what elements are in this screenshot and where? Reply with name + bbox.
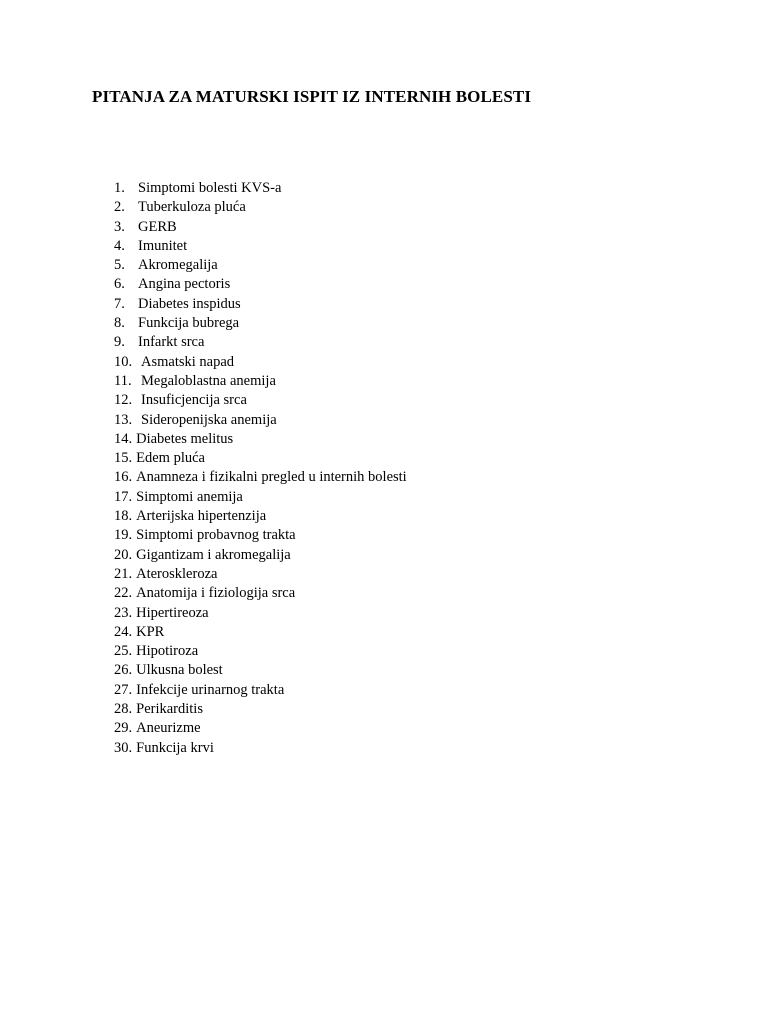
list-item xyxy=(114,488,407,507)
page-title: PITANJA ZA MATURSKI ISPIT IZ INTERNIH BOLESTI xyxy=(92,87,532,106)
question-number: 3. xyxy=(114,218,125,235)
question-text: Hipotiroza xyxy=(136,643,199,660)
question-text: Perikarditis xyxy=(136,701,203,718)
list-item xyxy=(114,333,407,352)
question-number: 18. xyxy=(114,508,133,525)
question-text: Edem pluća xyxy=(136,450,205,467)
question-text: Infarkt srca xyxy=(138,334,205,351)
question-text: Angina pectoris xyxy=(138,276,231,293)
question-number: 19. xyxy=(114,527,133,544)
question-number: 2. xyxy=(114,199,125,216)
question-text: Simptomi anemija xyxy=(136,488,243,505)
question-text: Imunitet xyxy=(138,237,188,254)
question-text: KPR xyxy=(136,623,165,640)
question-text: Diabetes melitus xyxy=(136,430,234,447)
question-number: 25. xyxy=(114,643,133,660)
list-item xyxy=(114,604,407,623)
list-item xyxy=(114,507,407,526)
list-item xyxy=(114,179,407,198)
question-text: Megaloblastna anemija xyxy=(141,372,276,389)
question-number: 22. xyxy=(114,585,133,602)
question-number: 4. xyxy=(114,237,125,254)
question-number: 11. xyxy=(114,372,132,389)
question-number: 1. xyxy=(114,180,125,196)
question-number: 26. xyxy=(114,662,133,679)
question-text: Simptomi bolesti KVS-a xyxy=(138,180,282,196)
question-number: 15. xyxy=(114,450,133,467)
list-item xyxy=(114,295,407,314)
list-item xyxy=(114,661,407,680)
question-number: 29. xyxy=(114,720,133,737)
question-text: Infekcije urinarnog trakta xyxy=(136,681,285,698)
list-item xyxy=(114,719,407,738)
question-number: 12. xyxy=(114,392,133,409)
question-text: Simptomi probavnog trakta xyxy=(136,527,296,544)
list-item xyxy=(114,198,407,217)
question-number: 21. xyxy=(114,565,133,582)
question-number: 17. xyxy=(114,488,133,505)
question-number: 7. xyxy=(114,295,125,312)
question-number: 13. xyxy=(114,411,133,428)
question-number: 30. xyxy=(114,739,133,756)
list-item xyxy=(114,372,407,391)
list-item xyxy=(114,275,407,294)
question-number: 14. xyxy=(114,430,133,447)
list-item xyxy=(114,314,407,333)
list-item xyxy=(114,468,407,487)
list-item xyxy=(114,700,407,719)
list-item xyxy=(114,256,407,275)
list-item xyxy=(114,681,407,700)
list-item xyxy=(114,642,407,661)
list-item xyxy=(114,430,407,449)
question-text: Asmatski napad xyxy=(141,353,235,370)
question-number: 16. xyxy=(114,469,133,486)
question-text: Sideropenijska anemija xyxy=(141,411,277,428)
list-item xyxy=(114,449,407,468)
question-list xyxy=(114,179,407,758)
question-text: Diabetes inspidus xyxy=(138,295,241,312)
question-text: Aneurizme xyxy=(136,720,201,737)
question-text: Akromegalija xyxy=(138,257,218,274)
question-number: 20. xyxy=(114,546,133,563)
question-number: 28. xyxy=(114,701,133,718)
list-item xyxy=(114,565,407,584)
question-text: Hipertireoza xyxy=(136,604,209,621)
question-text: Arterijska hipertenzija xyxy=(136,508,267,525)
list-item xyxy=(114,526,407,545)
list-item xyxy=(114,739,407,758)
list-item xyxy=(114,391,407,410)
question-number: 10. xyxy=(114,353,133,370)
question-number: 27. xyxy=(114,681,133,698)
list-item xyxy=(114,218,407,237)
question-text: Ateroskleroza xyxy=(136,565,218,582)
question-number: 9. xyxy=(114,334,125,351)
question-number: 24. xyxy=(114,623,133,640)
question-text: GERB xyxy=(138,218,177,235)
question-number: 8. xyxy=(114,315,125,332)
list-item xyxy=(114,546,407,565)
question-text: Tuberkuloza pluća xyxy=(138,199,246,216)
question-number: 6. xyxy=(114,276,125,293)
question-text: Funkcija krvi xyxy=(136,739,214,756)
question-text: Insuficjencija srca xyxy=(141,392,247,409)
list-item xyxy=(114,623,407,642)
list-item xyxy=(114,411,407,430)
question-text: Gigantizam i akromegalija xyxy=(136,546,291,563)
question-text: Funkcija bubrega xyxy=(138,315,240,332)
list-item xyxy=(114,353,407,372)
question-text: Ulkusna bolest xyxy=(136,662,223,679)
question-number: 5. xyxy=(114,257,125,274)
list-item xyxy=(114,584,407,603)
question-text: Anamneza i fizikalni pregled u internih bolesti xyxy=(136,469,407,486)
question-number: 23. xyxy=(114,604,133,621)
question-text: Anatomija i fiziologija srca xyxy=(136,585,296,602)
list-item xyxy=(114,237,407,256)
